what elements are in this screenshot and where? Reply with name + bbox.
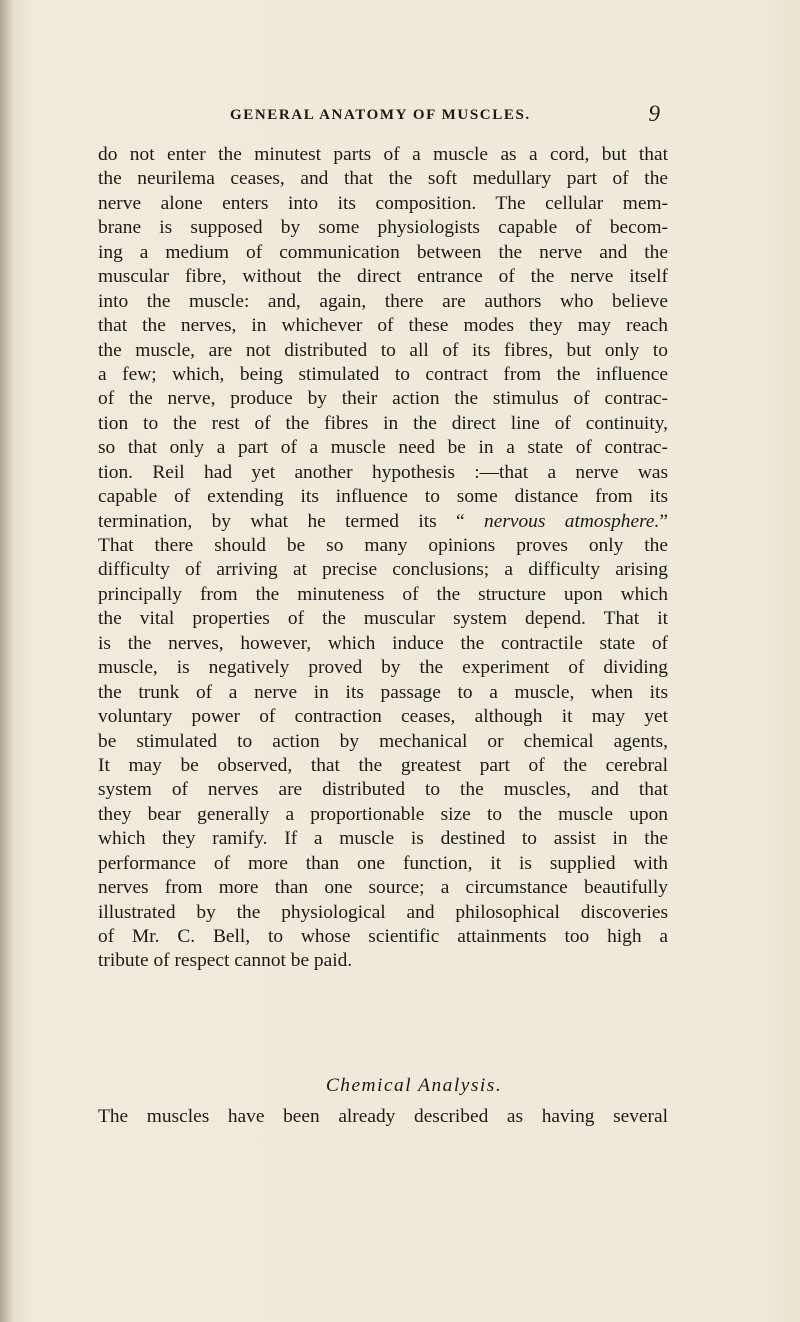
text-line: principally from the minuteness of the structure upon which (98, 583, 668, 605)
text-line-last: tribute of respect cannot be paid. (98, 950, 353, 972)
page-number: 9 (648, 101, 660, 126)
text-line: which they ramify. If a muscle is destined to assist in the (98, 828, 668, 850)
section-heading (0, 1075, 800, 1097)
text-line: muscular fibre, without the direct entrance of the nerve itself (98, 266, 668, 288)
text-line: into the muscle: and, again, there are authors who believe (98, 290, 668, 312)
text-line: the muscle, are not distributed to all of its fibres, but only to (98, 339, 668, 361)
text-line: of Mr. C. Bell, to whose scientific attainments too high a (98, 926, 668, 947)
text-line: termination, by what he termed its “ nervous atmosphere.” (98, 510, 668, 532)
text-line: a few; which, being stimulated to contract from the influence (98, 363, 668, 385)
text-line: do not enter the minutest parts of a muscle as a cord, but that (98, 144, 668, 165)
page-header (230, 101, 660, 137)
text-line: capable of extending its influence to some distance from its (98, 486, 668, 508)
text-line: the neurilema ceases, and that the soft medullary part of the (98, 168, 668, 190)
section-heading-text: Chemical Analysis. (325, 1075, 503, 1096)
text-line: nerves from more than one source; a circumstance beautifully (98, 877, 668, 899)
text-line: muscle, is negatively proved by the experiment of dividing (98, 657, 668, 679)
text-line: difficulty of arriving at precise conclusions; a difficulty arising (98, 559, 668, 581)
text-line: brane is supposed by some physiologists capable of becom- (98, 217, 668, 239)
text-line: That there should be so many opinions proves only the (98, 535, 668, 556)
text-line: of the nerve, produce by their action the stimulus of contrac- (98, 388, 668, 410)
text-line: they bear generally a proportionable size to the muscle upon (98, 803, 668, 825)
text-line: performance of more than one function, it is supplied with (98, 852, 668, 874)
italic-phrase: nervous atmosphere. (484, 510, 660, 532)
text-line: tion to the rest of the fibres in the direct line of continuity, (98, 412, 668, 434)
text-line: illustrated by the physiological and philosophical discoveries (98, 901, 668, 923)
text-line: system of nerves are distributed to the muscles, and that (98, 779, 668, 801)
section-first-line: The muscles have been already described as having several (98, 1106, 668, 1127)
binding-gutter-shadow (0, 0, 14, 1322)
text-line: tion. Reil had yet another hypothesis :—that a nerve was (98, 461, 668, 483)
text-line: is the nerves, however, which induce the contractile state of (98, 632, 668, 654)
running-title: GENERAL ANATOMY OF MUSCLES. (230, 107, 531, 123)
text-line: be stimulated to action by mechanical or chemical agents, (98, 730, 668, 752)
text-line: nerve alone enters into its composition. The cellular mem- (98, 192, 668, 214)
text-line: the trunk of a nerve in its passage to a muscle, when its (98, 681, 668, 703)
text-line: the vital properties of the muscular system depend. That it (98, 608, 668, 630)
text-line: ing a medium of communication between the nerve and the (98, 241, 668, 263)
text-line: so that only a part of a muscle need be in a state of contrac- (98, 437, 668, 459)
body-text (98, 143, 668, 974)
text-line: It may be observed, that the greatest part of the cerebral (98, 754, 668, 776)
text-line: voluntary power of contraction ceases, although it may yet (98, 706, 668, 728)
text-line: that the nerves, in whichever of these modes they may reach (98, 315, 668, 337)
